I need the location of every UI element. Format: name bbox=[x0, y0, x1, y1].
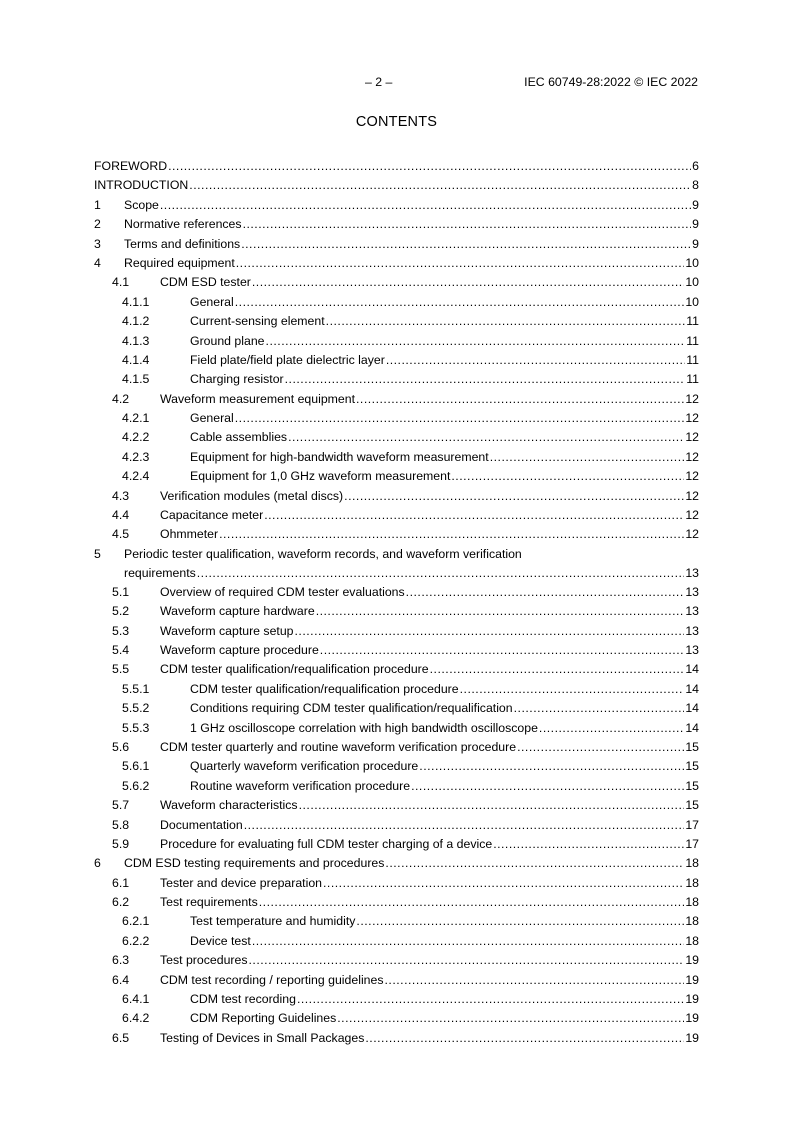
toc-entry-body bbox=[160, 622, 699, 641]
toc-entry-page: 19 bbox=[685, 1030, 699, 1045]
toc-entry-title: CDM test recording / reporting guidelines bbox=[160, 972, 384, 987]
toc-entry-body bbox=[160, 390, 699, 409]
toc-entry-title: requirements bbox=[124, 565, 196, 580]
dot-leader bbox=[299, 796, 685, 815]
toc-entry-page: 15 bbox=[685, 798, 699, 813]
dot-leader bbox=[411, 777, 684, 796]
toc-entry-body bbox=[190, 777, 699, 796]
toc-entry[interactable] bbox=[94, 215, 699, 234]
toc-entry-title: Verification modules (metal discs) bbox=[160, 488, 344, 503]
toc-entry-number: 1 bbox=[94, 197, 101, 212]
toc-entry-body bbox=[190, 912, 699, 931]
toc-entry[interactable] bbox=[94, 912, 699, 931]
toc-entry-body bbox=[190, 932, 699, 951]
toc-entry-number: 6.4 bbox=[112, 972, 130, 987]
toc-entry[interactable] bbox=[94, 738, 699, 757]
toc-entry-number: 4.2.3 bbox=[122, 449, 150, 464]
toc-entry[interactable] bbox=[94, 1029, 699, 1048]
toc-entry-body bbox=[160, 816, 699, 835]
toc-entry-body bbox=[160, 951, 699, 970]
dot-leader bbox=[365, 1029, 684, 1048]
toc-entry-title: INTRODUCTION bbox=[94, 178, 189, 193]
toc-entry[interactable] bbox=[94, 699, 699, 718]
dot-leader bbox=[514, 699, 685, 718]
toc-entry-page: 12 bbox=[685, 508, 699, 523]
dot-leader bbox=[460, 680, 685, 699]
toc-entry-page: 9 bbox=[692, 236, 699, 251]
toc-entry-title: Overview of required CDM tester evaluations bbox=[160, 584, 405, 599]
dot-leader bbox=[243, 215, 692, 234]
toc-entry-body bbox=[190, 467, 699, 486]
dot-leader bbox=[235, 293, 685, 312]
toc-entry-body bbox=[160, 971, 699, 990]
toc-entry-title: CDM Reporting Guidelines bbox=[190, 1011, 337, 1026]
toc-entry-number: 4.1.3 bbox=[122, 333, 150, 348]
toc-entry-body bbox=[160, 487, 699, 506]
dot-leader bbox=[517, 738, 684, 757]
toc-entry[interactable] bbox=[94, 719, 699, 738]
toc-entry-title: Equipment for 1,0 GHz waveform measurement bbox=[190, 469, 451, 484]
toc-entry-title: General bbox=[190, 294, 234, 309]
toc-entry-number: 5.3 bbox=[112, 623, 130, 638]
toc-entry-title: General bbox=[190, 411, 234, 426]
toc-entry-body bbox=[160, 835, 699, 854]
toc-entry-title: CDM test recording bbox=[190, 992, 296, 1007]
toc-entry[interactable] bbox=[94, 196, 699, 215]
toc-entry-number: 4.2.4 bbox=[122, 469, 150, 484]
toc-entry[interactable] bbox=[94, 428, 699, 447]
toc-entry[interactable] bbox=[94, 777, 699, 796]
dot-leader bbox=[236, 254, 685, 273]
toc-entry-body bbox=[160, 273, 699, 292]
toc-entry-page: 12 bbox=[685, 430, 699, 445]
toc-entry[interactable] bbox=[94, 487, 699, 506]
toc-entry-body bbox=[124, 254, 699, 273]
dot-leader bbox=[252, 932, 684, 951]
toc-entry-number: 4.2.1 bbox=[122, 411, 150, 426]
toc-entry[interactable] bbox=[94, 816, 699, 835]
toc-entry-title: Ohmmeter bbox=[160, 527, 219, 542]
dot-leader bbox=[285, 370, 686, 389]
toc-entry-page: 18 bbox=[685, 933, 699, 948]
toc-entry-body bbox=[160, 641, 699, 660]
toc-entry-page: 8 bbox=[692, 178, 699, 193]
toc-entry[interactable] bbox=[94, 351, 699, 370]
page-header bbox=[95, 75, 698, 95]
toc-entry-page: 11 bbox=[686, 372, 699, 387]
dot-leader bbox=[297, 990, 684, 1009]
dot-leader bbox=[406, 583, 685, 602]
toc-entry-page: 14 bbox=[685, 720, 699, 735]
toc-entry-title: Routine waveform verification procedure bbox=[190, 778, 411, 793]
toc-entry-number: 4 bbox=[94, 255, 101, 270]
toc-entry-body bbox=[94, 176, 699, 195]
toc-entry-number: 2 bbox=[94, 217, 101, 232]
toc-entry-title: CDM ESD testing requirements and procedures bbox=[124, 856, 385, 871]
toc-entry-title: Quarterly waveform verification procedure bbox=[190, 759, 419, 774]
toc-entry-page: 18 bbox=[685, 914, 699, 929]
toc-entry[interactable] bbox=[94, 951, 699, 970]
toc-entry-number: 4.1.5 bbox=[122, 372, 150, 387]
toc-entry-title: CDM tester qualification/requalification procedure bbox=[190, 681, 459, 696]
toc-entry-body bbox=[190, 409, 699, 428]
toc-entry-number: 4.1.2 bbox=[122, 314, 150, 329]
toc-entry-page: 12 bbox=[685, 469, 699, 484]
toc-entry[interactable] bbox=[94, 796, 699, 815]
toc-entry[interactable] bbox=[94, 622, 699, 641]
toc-entry-title: CDM ESD tester bbox=[160, 275, 251, 290]
toc-entry-title: Procedure for evaluating full CDM tester charging of a device bbox=[160, 836, 493, 851]
toc-entry[interactable] bbox=[94, 254, 699, 273]
toc-entry[interactable] bbox=[94, 602, 699, 621]
toc-entry-body bbox=[190, 428, 699, 447]
dot-leader bbox=[493, 835, 684, 854]
toc-entry[interactable] bbox=[94, 312, 699, 331]
toc-entry[interactable] bbox=[94, 157, 699, 176]
dot-leader bbox=[385, 854, 684, 873]
toc-entry-body bbox=[124, 564, 699, 583]
dot-leader bbox=[385, 971, 685, 990]
dot-leader bbox=[252, 273, 684, 292]
dot-leader bbox=[235, 409, 685, 428]
toc-entry-page: 14 bbox=[685, 662, 699, 677]
toc-entry-page: 10 bbox=[685, 294, 699, 309]
toc-entry-title: Test procedures bbox=[160, 953, 248, 968]
toc-entry-number: 4.4 bbox=[112, 508, 130, 523]
toc-entry-number: 5.5.1 bbox=[122, 681, 150, 696]
dot-leader bbox=[241, 235, 691, 254]
toc-entry[interactable] bbox=[94, 990, 699, 1009]
dot-leader bbox=[259, 893, 685, 912]
toc-entry[interactable] bbox=[94, 467, 699, 486]
toc-entry-page: 14 bbox=[685, 681, 699, 696]
toc-entry-title: Waveform capture hardware bbox=[160, 604, 315, 619]
toc-entry-page: 13 bbox=[685, 584, 699, 599]
toc-entry[interactable] bbox=[94, 545, 699, 583]
toc-entry-title: FOREWORD bbox=[94, 159, 168, 173]
toc-entry-body bbox=[124, 215, 699, 234]
toc-entry-body bbox=[94, 157, 699, 176]
dot-leader bbox=[244, 816, 685, 835]
toc-entry-number: 6.2.1 bbox=[122, 914, 150, 929]
toc-entry[interactable] bbox=[94, 273, 699, 292]
toc-entry-number: 5.7 bbox=[112, 798, 130, 813]
toc-entry-number: 5.1 bbox=[112, 584, 130, 599]
toc-entry[interactable] bbox=[94, 757, 699, 776]
toc-entry-number: 5 bbox=[94, 546, 101, 561]
toc-entry-page: 6 bbox=[692, 159, 699, 173]
toc-entry-number: 4.2 bbox=[112, 391, 130, 406]
toc-entry-title: Terms and definitions bbox=[124, 236, 241, 251]
toc-entry-body bbox=[124, 196, 699, 215]
dot-leader bbox=[189, 176, 691, 195]
toc-entry-title: Normative references bbox=[124, 217, 242, 232]
toc-entry-body bbox=[124, 235, 699, 254]
dot-leader bbox=[160, 196, 691, 215]
dot-leader bbox=[168, 157, 691, 176]
toc-entry-title: Current-sensing element bbox=[190, 314, 325, 329]
toc-entry-title: 1 GHz oscilloscope correlation with high bandwidth oscilloscope bbox=[190, 720, 538, 735]
dot-leader bbox=[326, 312, 686, 331]
toc-entry-page: 17 bbox=[685, 817, 699, 832]
toc-entry[interactable] bbox=[94, 971, 699, 990]
toc-entry-page: 9 bbox=[692, 217, 699, 232]
toc-entry[interactable] bbox=[94, 293, 699, 312]
toc-entry-page: 13 bbox=[685, 642, 699, 657]
toc-entry-number: 4.5 bbox=[112, 527, 130, 542]
toc-entry[interactable] bbox=[94, 680, 699, 699]
toc-entry[interactable] bbox=[94, 641, 699, 660]
toc-entry[interactable] bbox=[94, 176, 699, 195]
dot-leader bbox=[316, 602, 685, 621]
toc-entry[interactable] bbox=[94, 506, 699, 525]
toc-entry-body bbox=[160, 1029, 699, 1048]
toc-entry-title: Waveform capture setup bbox=[160, 623, 294, 638]
toc-entry-page: 13 bbox=[685, 565, 699, 580]
toc-entry-title: Charging resistor bbox=[190, 372, 284, 387]
toc-entry-body bbox=[190, 312, 699, 331]
toc-entry-body bbox=[190, 332, 699, 351]
toc-entry-title: Field plate/field plate dielectric layer bbox=[190, 352, 385, 367]
toc-entry-number: 5.5.3 bbox=[122, 720, 150, 735]
toc-entry-title: Waveform characteristics bbox=[160, 798, 298, 813]
toc-entry[interactable] bbox=[94, 409, 699, 428]
toc-entry-page: 13 bbox=[685, 623, 699, 638]
page-number: – 2 – bbox=[365, 75, 393, 89]
toc-entry-body bbox=[190, 351, 699, 370]
toc-entry-body bbox=[190, 757, 699, 776]
toc-entry-page: 11 bbox=[686, 352, 699, 367]
toc-entry-title: Capacitance meter bbox=[160, 508, 264, 523]
dot-leader bbox=[320, 641, 685, 660]
toc-entry-title: Tester and device preparation bbox=[160, 875, 323, 890]
toc-entry-title: Test requirements bbox=[160, 895, 258, 910]
toc-entry-page: 11 bbox=[686, 333, 699, 348]
toc-entry[interactable] bbox=[94, 854, 699, 873]
toc-entry-number: 5.8 bbox=[112, 817, 130, 832]
toc-entry-number: 5.6.2 bbox=[122, 778, 150, 793]
toc-entry-number: 5.9 bbox=[112, 836, 130, 851]
toc-entry-number: 4.3 bbox=[112, 488, 130, 503]
dot-leader bbox=[539, 719, 684, 738]
toc-entry-page: 19 bbox=[685, 1011, 699, 1026]
toc-entry-number: 5.2 bbox=[112, 604, 130, 619]
toc-entry-body bbox=[160, 525, 699, 544]
toc-entry-body bbox=[160, 583, 699, 602]
toc-entry[interactable] bbox=[94, 390, 699, 409]
standard-reference: IEC 60749-28:2022 © IEC 2022 bbox=[524, 75, 698, 89]
toc-entry-body bbox=[190, 1009, 699, 1028]
toc-entry-page: 13 bbox=[685, 604, 699, 619]
toc-entry-page: 10 bbox=[685, 255, 699, 270]
toc-entry-number: 6.4.1 bbox=[122, 992, 150, 1007]
toc-entry[interactable] bbox=[94, 660, 699, 679]
toc-entry-page: 18 bbox=[685, 856, 699, 871]
toc-entry-number: 5.5 bbox=[112, 662, 130, 677]
toc-entry-number: 5.5.2 bbox=[122, 701, 150, 716]
toc-entry-title: CDM tester qualification/requalification procedure bbox=[160, 662, 429, 677]
toc-entry-page: 12 bbox=[685, 449, 699, 464]
toc-entry-title: CDM tester quarterly and routine waveform verification procedure bbox=[160, 739, 517, 754]
toc-entry-body bbox=[124, 854, 699, 873]
toc-entry-body bbox=[190, 699, 699, 718]
toc-entry-body bbox=[190, 370, 699, 389]
toc-entry-number: 4.2.2 bbox=[122, 430, 150, 445]
toc-entry-title: Testing of Devices in Small Packages bbox=[160, 1030, 365, 1045]
toc-entry-number: 6.5 bbox=[112, 1030, 130, 1045]
toc-entry-page: 18 bbox=[685, 875, 699, 890]
table-of-contents bbox=[94, 157, 699, 1048]
toc-entry-number: 6.2 bbox=[112, 895, 130, 910]
toc-entry-title: Required equipment bbox=[124, 255, 235, 270]
toc-entry-page: 18 bbox=[685, 895, 699, 910]
toc-entry-title: Scope bbox=[124, 197, 159, 212]
toc-entry[interactable] bbox=[94, 1009, 699, 1028]
toc-entry-page: 12 bbox=[685, 391, 699, 406]
toc-entry[interactable] bbox=[94, 448, 699, 467]
toc-entry-title: Documentation bbox=[160, 817, 243, 832]
toc-entry-body bbox=[190, 680, 699, 699]
toc-entry-page: 15 bbox=[685, 739, 699, 754]
toc-entry[interactable] bbox=[94, 583, 699, 602]
toc-entry-body bbox=[160, 738, 699, 757]
dot-leader bbox=[264, 506, 684, 525]
toc-entry-body bbox=[160, 796, 699, 815]
dot-leader bbox=[219, 525, 684, 544]
toc-entry-page: 9 bbox=[692, 197, 699, 212]
toc-entry-number: 6.3 bbox=[112, 953, 130, 968]
dot-leader bbox=[323, 874, 684, 893]
dot-leader bbox=[356, 912, 684, 931]
toc-entry-title-line1: Periodic tester qualification, waveform records, and waveform verification bbox=[124, 546, 522, 561]
toc-entry[interactable] bbox=[94, 235, 699, 254]
page-title: CONTENTS bbox=[355, 114, 438, 130]
toc-entry-title: Equipment for high-bandwidth waveform measurement bbox=[190, 449, 489, 464]
toc-entry-page: 14 bbox=[685, 701, 699, 716]
toc-entry-number: 6.1 bbox=[112, 875, 130, 890]
toc-entry-body bbox=[190, 293, 699, 312]
dot-leader bbox=[266, 332, 686, 351]
toc-entry-title: Test temperature and humidity bbox=[190, 914, 356, 929]
toc-entry-title: Ground plane bbox=[190, 333, 265, 348]
toc-entry-title: Cable assemblies bbox=[190, 430, 288, 445]
toc-entry-page: 12 bbox=[685, 488, 699, 503]
toc-entry-page: 19 bbox=[685, 992, 699, 1007]
toc-entry-number: 4.1.1 bbox=[122, 294, 150, 309]
toc-entry-body bbox=[190, 448, 699, 467]
toc-entry-page: 12 bbox=[685, 411, 699, 426]
toc-entry[interactable] bbox=[94, 525, 699, 544]
toc-entry-page: 10 bbox=[685, 275, 699, 290]
toc-entry[interactable] bbox=[94, 370, 699, 389]
toc-entry-page: 11 bbox=[686, 314, 699, 329]
dot-leader bbox=[419, 757, 684, 776]
dot-leader bbox=[337, 1009, 684, 1028]
toc-entry-body bbox=[190, 719, 699, 738]
toc-entry-body bbox=[160, 893, 699, 912]
toc-entry-number: 5.4 bbox=[112, 642, 130, 657]
toc-entry[interactable] bbox=[94, 893, 699, 912]
dot-leader bbox=[288, 428, 684, 447]
toc-entry[interactable] bbox=[94, 332, 699, 351]
toc-entry-title: Waveform measurement equipment bbox=[160, 391, 356, 406]
toc-entry-page: 17 bbox=[685, 836, 699, 851]
toc-entry-number: 4.1 bbox=[112, 275, 130, 290]
toc-entry-body bbox=[160, 660, 699, 679]
toc-entry-number: 4.1.4 bbox=[122, 352, 150, 367]
dot-leader bbox=[386, 351, 685, 370]
toc-entry-number: 5.6 bbox=[112, 739, 130, 754]
toc-entry-number: 6.4.2 bbox=[122, 1011, 150, 1026]
toc-entry-title: Device test bbox=[190, 933, 251, 948]
toc-entry-number: 6 bbox=[94, 856, 101, 871]
dot-leader bbox=[451, 467, 684, 486]
toc-entry-page: 15 bbox=[685, 778, 699, 793]
toc-entry[interactable] bbox=[94, 932, 699, 951]
dot-leader bbox=[356, 390, 684, 409]
toc-entry-title: Waveform capture procedure bbox=[160, 642, 319, 657]
dot-leader bbox=[430, 660, 685, 679]
dot-leader bbox=[295, 622, 685, 641]
toc-entry-title: Conditions requiring CDM tester qualification/requalification bbox=[190, 701, 513, 716]
dot-leader bbox=[344, 487, 684, 506]
toc-entry-body bbox=[190, 990, 699, 1009]
toc-entry-number: 6.2.2 bbox=[122, 933, 150, 948]
toc-entry-number: 5.6.1 bbox=[122, 759, 150, 774]
toc-entry-body bbox=[160, 506, 699, 525]
toc-entry-body bbox=[160, 874, 699, 893]
toc-entry[interactable] bbox=[94, 874, 699, 893]
toc-entry-page: 12 bbox=[685, 527, 699, 542]
toc-entry-page: 15 bbox=[685, 759, 699, 774]
dot-leader bbox=[490, 448, 685, 467]
dot-leader bbox=[249, 951, 685, 970]
toc-entry[interactable] bbox=[94, 835, 699, 854]
toc-entry-body bbox=[160, 602, 699, 621]
dot-leader bbox=[197, 564, 685, 583]
toc-entry-page: 19 bbox=[685, 972, 699, 987]
toc-entry-page: 19 bbox=[685, 953, 699, 968]
toc-entry-number: 3 bbox=[94, 236, 101, 251]
